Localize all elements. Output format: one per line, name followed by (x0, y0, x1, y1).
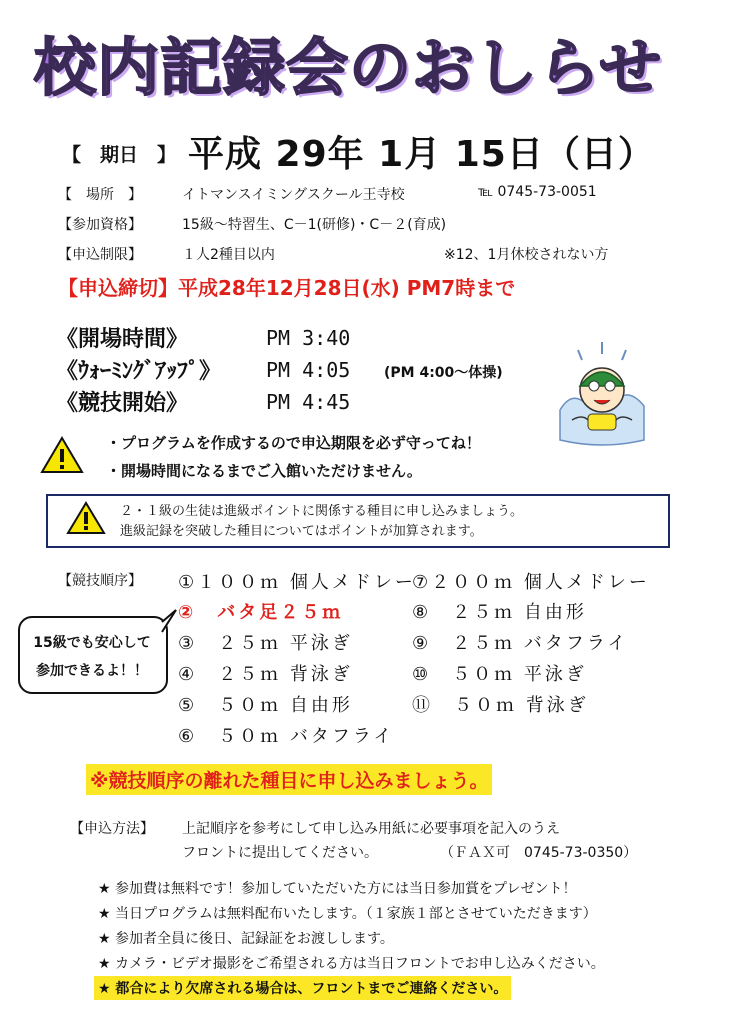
event-item: ④ ２５ｍ 背泳ぎ (178, 664, 353, 685)
venue-value: イトマンスイミングスクール王寺校 (182, 187, 405, 203)
speech-bubble-tail (160, 608, 180, 634)
method-line-1: 上記順序を参考にして申し込み用紙に必要事項を記入のうえ (182, 821, 560, 837)
event-item: ⑥ ５０ｍ バタフライ (178, 726, 395, 747)
event-item: ①１００ｍ 個人メドレー (178, 572, 416, 593)
event-item: ⑨ ２５ｍ バタフライ (412, 633, 629, 654)
method-fax: （ＦＡＸ可 0745-73-0350） (440, 845, 638, 861)
bullet-item: ★ カメラ・ビデオ撮影をご希望される方は当日フロントでお申し込みください。 (98, 956, 605, 972)
swimmer-illustration (552, 340, 652, 450)
warning-line-1: ２・１級の生徒は進級ポイントに関係する種目に申し込みましょう。 (120, 504, 524, 519)
speech-bubble (18, 616, 168, 694)
bullet-item: ★ 当日プログラムは無料配布いたします。（１家族１部とさせていただきます） (98, 906, 597, 922)
event-item: ⑪ ５０ｍ 背泳ぎ (412, 695, 589, 716)
schedule-start-label: 《競技開始》 (56, 391, 189, 416)
bullet-item: ★ 参加者全員に後日、記録証をお渡しします。 (98, 931, 394, 947)
venue-label: 【 場所 】 (58, 187, 142, 203)
schedule-warmup-note: (PM 4:00～体操) (384, 365, 503, 381)
bubble-line-2: 参加できるよ！！ (36, 663, 148, 679)
date-value: 平成 29年 1月 15日（日） (188, 134, 655, 175)
limit-value: １人2種目以内 (182, 247, 275, 263)
warning-icon (40, 436, 84, 474)
bullet-item: ★ 参加費は無料です！参加していただいた方には当日参加賞をプレゼント！ (98, 881, 577, 897)
schedule-open-label: 《開場時間》 (56, 327, 189, 352)
schedule-warmup-time: PM 4:05 (266, 358, 351, 382)
limit-label: 【申込制限】 (58, 247, 142, 263)
events-label: 【競技順序】 (58, 573, 142, 589)
limit-note: ※12、1月休校されない方 (444, 247, 609, 263)
deadline: 【申込締切】平成28年12月28日(水) PM7時まで (58, 276, 516, 300)
eligibility-value: 15級～特習生、C－1(研修)・C－２(育成) (182, 217, 447, 233)
event-item: ⑦２００ｍ 個人メドレー (412, 572, 650, 593)
event-item: ⑤ ５０ｍ 自由形 (178, 695, 353, 716)
event-item: ⑩ ５０ｍ 平泳ぎ (412, 664, 587, 685)
warning-line-2: 進級記録を突破した種目についてはポイントが加算されます。 (120, 524, 483, 539)
note-entry: ・開場時間になるまでご入館いただけません。 (106, 462, 422, 480)
event-item: ③ ２５ｍ 平泳ぎ (178, 633, 353, 654)
bubble-line-1: 15級でも安心して (33, 635, 151, 651)
warning-icon (66, 501, 106, 535)
eligibility-label: 【参加資格】 (58, 217, 142, 233)
date-label: 【 期日 】 (62, 144, 177, 166)
method-label: 【申込方法】 (70, 821, 154, 837)
method-line-2: フロントに提出してください。 (182, 845, 378, 861)
event-item: ② バタ足２５ｍ (178, 602, 344, 623)
note-deadline: ・プログラムを作成するので申込期限を必ず守ってね！ (106, 434, 481, 452)
event-item: ⑧ ２５ｍ 自由形 (412, 602, 587, 623)
highlight-notice: ※競技順序の離れた種目に申し込みましょう。 (86, 764, 492, 795)
schedule-open-time: PM 3:40 (266, 326, 351, 350)
schedule-start-time: PM 4:45 (266, 390, 351, 414)
bullet-item-highlight: ★ 都合により欠席される場合は、フロントまでご連絡ください。 (94, 976, 511, 1000)
page-title: 校内記録会のおしらせ (34, 31, 663, 104)
venue-phone: ℡ 0745-73-0051 (478, 184, 597, 200)
schedule-warmup-label: 《ｳｫｰﾐﾝｸﾞｱｯﾌﾟ》 (56, 359, 222, 384)
